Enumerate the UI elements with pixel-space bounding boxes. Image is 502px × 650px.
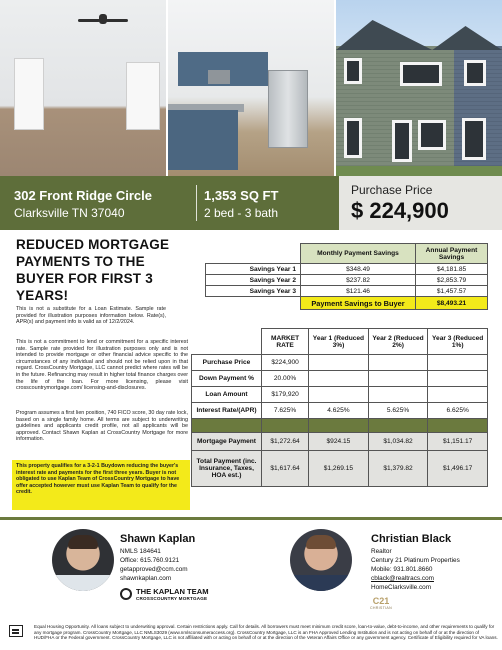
purchase-price-label: Purchase Price <box>351 183 433 197</box>
rate-value: 7.625% <box>262 403 309 419</box>
loan-amount-label: Loan Amount <box>192 387 262 403</box>
front-door <box>392 120 412 162</box>
rate-value: 6.625% <box>428 403 488 419</box>
divider <box>196 185 197 221</box>
window <box>462 118 486 160</box>
agent1-nmls: NMLS 184641 <box>120 548 161 555</box>
purchase-price-label: Purchase Price <box>192 355 262 371</box>
roof <box>336 20 502 50</box>
kaplan-team-logo-icon <box>120 588 132 600</box>
purchase-price-value: $224,900 <box>262 355 309 371</box>
table-row <box>206 275 488 286</box>
lower-cabinets <box>168 110 238 170</box>
row-label: Savings Year 2 <box>206 275 301 286</box>
team-name: THE KAPLAN TEAM <box>136 587 209 596</box>
loan-estimate-note: This is not a substitute for a Loan Estimate. Sample rate provided for illustration purposes information below. Rate(s), APR(s) and payment info is valid as of 12/2/2024. <box>16 306 166 326</box>
table-row <box>192 403 488 419</box>
window <box>400 62 442 86</box>
window <box>344 58 362 84</box>
century21-logo-icon <box>366 596 396 614</box>
total-savings-row <box>206 297 488 310</box>
agent1-email[interactable]: getapproved@ccm.com <box>120 566 188 573</box>
table-row <box>192 433 488 451</box>
program-note: Program assumes a first lien position, 740 FICO score, 30 day rate lock, based on a single family home. All terms are subject to underwriting guidelines and applicants credit profile, not all applicants will be approved. Contact Shawn Kaplan at CrossCountry Mortgage for more information. <box>16 410 188 443</box>
annual-value: $4,181.85 <box>416 264 488 275</box>
address-line2: Clarksville TN 37040 <box>14 206 125 220</box>
payment-value: $1,034.82 <box>368 433 428 451</box>
agent2-title: Realtor <box>371 548 392 555</box>
annual-value: $1,457.57 <box>416 286 488 297</box>
lawn <box>336 166 502 176</box>
window <box>464 60 486 86</box>
refrigerator <box>268 70 308 148</box>
commitment-note: This is not a commitment to lend or commitment for a specific interest rate. Sample rate provided for illustration purposes only and is not intended to provide mortgage or other financial advice specific to the circumstances of any individual and should not be relied upon in that regard. CrossCountry Mortgage, LLC cannot predict where rates will be in the future. Refinancing may result in higher total finance charges over the life of the loan. For more licensing, please visit crosscountrymortgage.com/ licensing-and-disclosures. <box>16 339 188 392</box>
agent1-office: Office: 615.760.9121 <box>120 557 180 564</box>
monthly-value: $121.46 <box>301 286 416 297</box>
address-line1: 302 Front Ridge Circle <box>14 188 152 203</box>
agent2-mobile: Mobile: 931.801.8660 <box>371 566 433 573</box>
ceiling-fan <box>78 14 128 26</box>
rate-comparison-table <box>191 328 488 487</box>
disclaimer: Equal Housing Opportunity. All loans subject to underwriting approval. Certain restrictions apply. Call for details. All borrowers must meet minimum credit score, loan-to-value, debt-to-income, and other requirements to qualify for any mortgage program. CrossCountry Mortgage, LLC NMLS3029 (www.nmlsconsumeraccess.org). CrossCountry Mortgage, LLC is an FHA Approved Lending Institution and is not acting on behalf of or at the direction of HUD/FHA or the Federal government. CrossCountry Mortgage, LLC is not affiliated with or acting on behalf of or at the direction of the Veteran Affairs Office or any government agency. Certificate of Eligibility required for VA loans. <box>34 624 498 641</box>
loan-amount-value: $179,920 <box>262 387 309 403</box>
table-row <box>206 264 488 275</box>
property-photos <box>0 0 502 176</box>
agent2-company: Century 21 Platinum Properties <box>371 557 460 564</box>
microwave <box>208 70 230 84</box>
table-row <box>192 371 488 387</box>
total-payment-value: $1,269.15 <box>309 451 369 487</box>
row-label: Savings Year 3 <box>206 286 301 297</box>
footer-divider <box>0 517 502 520</box>
divider-row <box>192 419 488 433</box>
table-row <box>192 451 488 487</box>
total-payment-value: $1,379.82 <box>368 451 428 487</box>
avatar <box>52 529 114 591</box>
interest-rate-label: Interest Rate/(APR) <box>192 403 262 419</box>
property-header-band <box>0 176 502 230</box>
purchase-price-value: $ 224,900 <box>351 198 449 223</box>
total-savings-value: $8,493.21 <box>416 297 488 310</box>
payment-value: $1,151.17 <box>428 433 488 451</box>
savings-table <box>205 243 488 310</box>
row-label: Savings Year 1 <box>206 264 301 275</box>
year3-header: Year 3 (Reduced 1%) <box>428 329 488 355</box>
equal-housing-icon <box>9 625 23 637</box>
market-rate-header: MARKET RATE <box>262 329 309 355</box>
agent2-name: Christian Black <box>371 533 452 545</box>
total-savings-label: Payment Savings to Buyer <box>301 297 416 310</box>
total-payment-label: Total Payment (inc. Insurance, Taxes, HOA est.) <box>192 451 262 487</box>
table-row <box>192 355 488 371</box>
door <box>126 62 160 130</box>
year2-header: Year 2 (Reduced 2%) <box>368 329 428 355</box>
square-footage: 1,353 SQ FT <box>204 188 279 203</box>
rate-value: 5.625% <box>368 403 428 419</box>
agent2-email[interactable]: cblack@realtracs.com <box>371 575 434 582</box>
monthly-value: $348.49 <box>301 264 416 275</box>
monthly-value: $237.82 <box>301 275 416 286</box>
payment-value: $1,272.64 <box>262 433 309 451</box>
photo-exterior <box>336 0 502 176</box>
team-subtitle: CROSSCOUNTRY MORTGAGE <box>136 596 208 601</box>
photo-bedroom <box>0 0 166 176</box>
total-payment-value: $1,496.17 <box>428 451 488 487</box>
rate-value: 4.625% <box>309 403 369 419</box>
monthly-savings-header: Monthly Payment Savings <box>301 244 416 264</box>
payment-value: $924.15 <box>309 433 369 451</box>
door <box>14 58 44 130</box>
buydown-callout: This property qualifies for a 3-2-1 Buydown reducing the buyer's interest rate and payments for the first three years. Buyer is not obligated to use Kaplan Team of CrossCountry Mortgage to have offer accepted however must use Kaplan Team to qualify for the credit. <box>12 460 190 510</box>
logo-mark: C21 <box>372 596 390 606</box>
logo-text: CHRISTIAN <box>369 606 393 610</box>
window <box>344 118 362 158</box>
headline: REDUCED MORTGAGE PAYMENTS TO THE BUYER FOR FIRST 3 YEARS! <box>16 237 170 303</box>
agent1-name: Shawn Kaplan <box>120 533 196 545</box>
down-payment-value: 20.00% <box>262 371 309 387</box>
annual-value: $2,853.79 <box>416 275 488 286</box>
bed-bath: 2 bed - 3 bath <box>204 206 279 220</box>
property-info-panel <box>0 176 339 230</box>
purchase-price-panel <box>339 176 502 230</box>
window <box>418 120 446 150</box>
table-row <box>192 387 488 403</box>
agent1-website[interactable]: shawnkaplan.com <box>120 575 172 582</box>
year1-header: Year 1 (Reduced 3%) <box>309 329 369 355</box>
table-row <box>206 286 488 297</box>
photo-kitchen <box>168 0 334 176</box>
total-payment-value: $1,617.64 <box>262 451 309 487</box>
annual-savings-header: Annual Payment Savings <box>416 244 488 264</box>
avatar <box>290 529 352 591</box>
agent2-website[interactable]: HomeClarksville.com <box>371 584 432 591</box>
down-payment-label: Down Payment % <box>192 371 262 387</box>
mortgage-payment-label: Mortgage Payment <box>192 433 262 451</box>
